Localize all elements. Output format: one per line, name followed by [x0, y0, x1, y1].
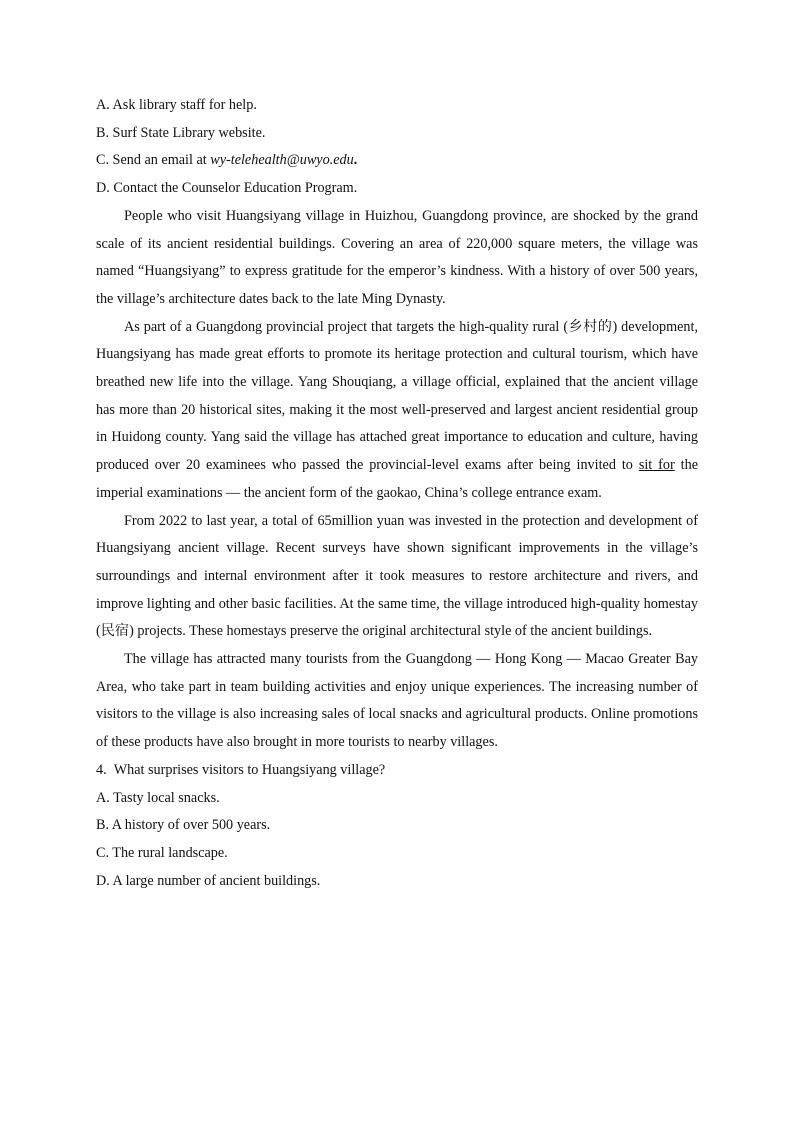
question-number: 4. [96, 761, 107, 778]
question-4 [96, 757, 698, 785]
q4-option-b: B. A history of over 500 years. [96, 817, 271, 834]
underlined-phrase: sit for [638, 457, 675, 474]
passage-paragraph-3: From 2022 to last year, a total of 65million yuan was invested in the protection and development of Huangsiyang ancient village. Recent surveys have shown significant improvements in the village’s surroundings and internal environment after it took measures to restore architecture and rivers, and improve lighting and other basic facilities. At the same time, the village introduced high-quality homestay (民宿) projects. These homestays preserve the original architectural style of the ancient buildings. [96, 512, 698, 640]
passage-paragraph-1: People who visit Huangsiyang village in Huizhou, Guangdong province, are shocked by the grand scale of its ancient residential buildings. Covering an area of 220,000 square meters, the village was named “Huangsiyang” to express gratitude for the emperor’s kindness. With a history of over 500 years, the village’s architecture dates back to the late Ming Dynasty. [96, 207, 698, 307]
passage-paragraph-4: The village has attracted many tourists from the Guangdong — Hong Kong — Macao Greater Bay Area, who take part in team building activities and enjoy unique experiences. The increasing number of visitors to the village is also increasing sales of local snacks and agricultural products. Online promotions of these products have also brought in more tourists to nearby villages. [96, 651, 698, 751]
option-c-suffix: . [353, 152, 358, 169]
question-text: What surprises visitors to Huangsiyang village? [113, 761, 386, 778]
document-page [96, 92, 698, 895]
option-d-prev: D. Contact the Counselor Education Program. [96, 180, 358, 197]
passage-paragraph-2 [96, 314, 698, 508]
option-b-prev: B. Surf State Library website. [96, 124, 266, 141]
q4-option-a: A. Tasty local snacks. [96, 789, 220, 806]
q4-option-c: C. The rural landscape. [96, 844, 228, 861]
q4-option-d: D. A large number of ancient buildings. [96, 872, 321, 889]
paragraph-2-text-after: the imperial examinations — the ancient form of the gaokao, China’s college entrance exam. [96, 457, 698, 501]
paragraph-2-text-before: As part of a Guangdong provincial project that targets the high-quality rural (乡村的) development, Huangsiyang has made great efforts to promote its heritage protection and cultural tourism, which have breathed new life into the village. Yang Shouqiang, a village official, explained that the ancient village has more than 20 historical sites, making it the most well-preserved and largest ancient residential group in Huidong county. Yang said the village has attached great importance to education and culture, having produced over 20 examinees who passed the provincial-level exams after being invited to [96, 318, 698, 474]
email-address: wy-telehealth@uwyo.edu [210, 152, 354, 169]
option-c-prev [96, 147, 698, 175]
option-c-prefix: C. Send an email at [96, 152, 211, 169]
option-a-prev: A. Ask library staff for help. [96, 97, 257, 113]
